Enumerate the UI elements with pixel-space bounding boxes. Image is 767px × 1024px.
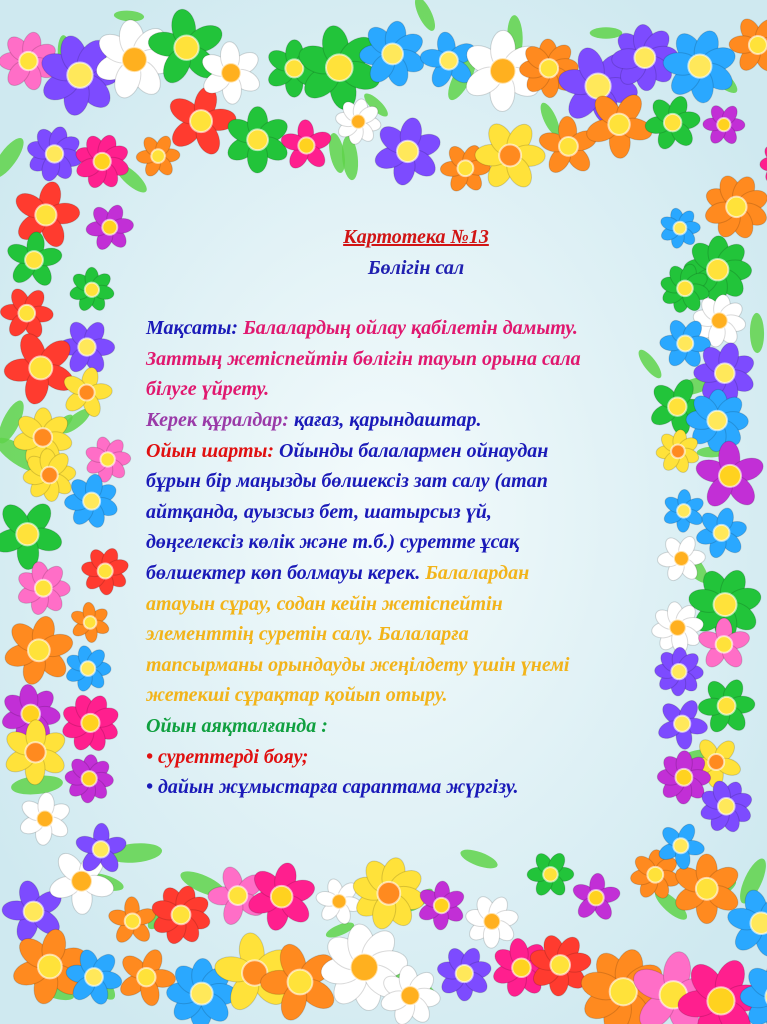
materials-label: Керек құралдар: <box>146 408 289 431</box>
rules-text: Балалардан <box>425 561 530 584</box>
goal-line-3: білуге үйрету. <box>146 378 270 401</box>
card-subtitle: Бөлігін сал <box>367 256 465 279</box>
rules-text: бөлшектер көп болмауы керек. <box>146 561 421 584</box>
goal-line-2: Заттың жетіспейтін бөлігін тауып орына сала <box>146 347 581 370</box>
ending-bullet-2: • дайын жұмыстарға сараптама жүргізу. <box>146 776 519 799</box>
rules-line-7: элементтің суретін салу. Балаларға <box>146 623 469 646</box>
materials-text: қағаз, қарындаштар. <box>293 408 482 431</box>
rules-line-5 <box>146 558 686 589</box>
rules-line-4: дөңгелексіз көлік және т.б.) суретте ұсақ <box>146 531 520 554</box>
rules-label: Ойын шарты: <box>146 439 275 462</box>
goal-line-1 <box>146 313 686 344</box>
rules-line-6: атауын сұрау, содан кейін жетіспейтін <box>146 592 503 615</box>
card-text-block <box>146 222 686 803</box>
card-header <box>146 222 686 283</box>
materials-line <box>146 405 686 436</box>
goal-text: Балалардың ойлау қабілетін дамыту. <box>243 317 578 340</box>
rules-text: Ойынды балалармен ойнаудан <box>279 439 549 462</box>
goal-label: Мақсаты: <box>146 317 239 340</box>
rules-line-3: айтқанда, ауызсыз бет, шатырсыз үй, <box>146 500 492 523</box>
ending-label: Ойын аяқталғанда : <box>146 714 328 737</box>
ending-bullet-1: • суреттерді бояу; <box>146 745 309 768</box>
rules-line-2: бұрын бір маңызды бөлшексіз зат салу (атап <box>146 470 548 493</box>
spacer <box>146 283 686 313</box>
rules-line-1 <box>146 436 686 467</box>
card-title: Картотека №13 <box>343 226 489 248</box>
rules-line-9: жетекші сұрақтар қойып отыру. <box>146 684 448 707</box>
rules-line-8: тапсырманы орындауды жеңілдету үшін үнемі <box>146 653 570 676</box>
leaf-icon <box>590 27 623 38</box>
